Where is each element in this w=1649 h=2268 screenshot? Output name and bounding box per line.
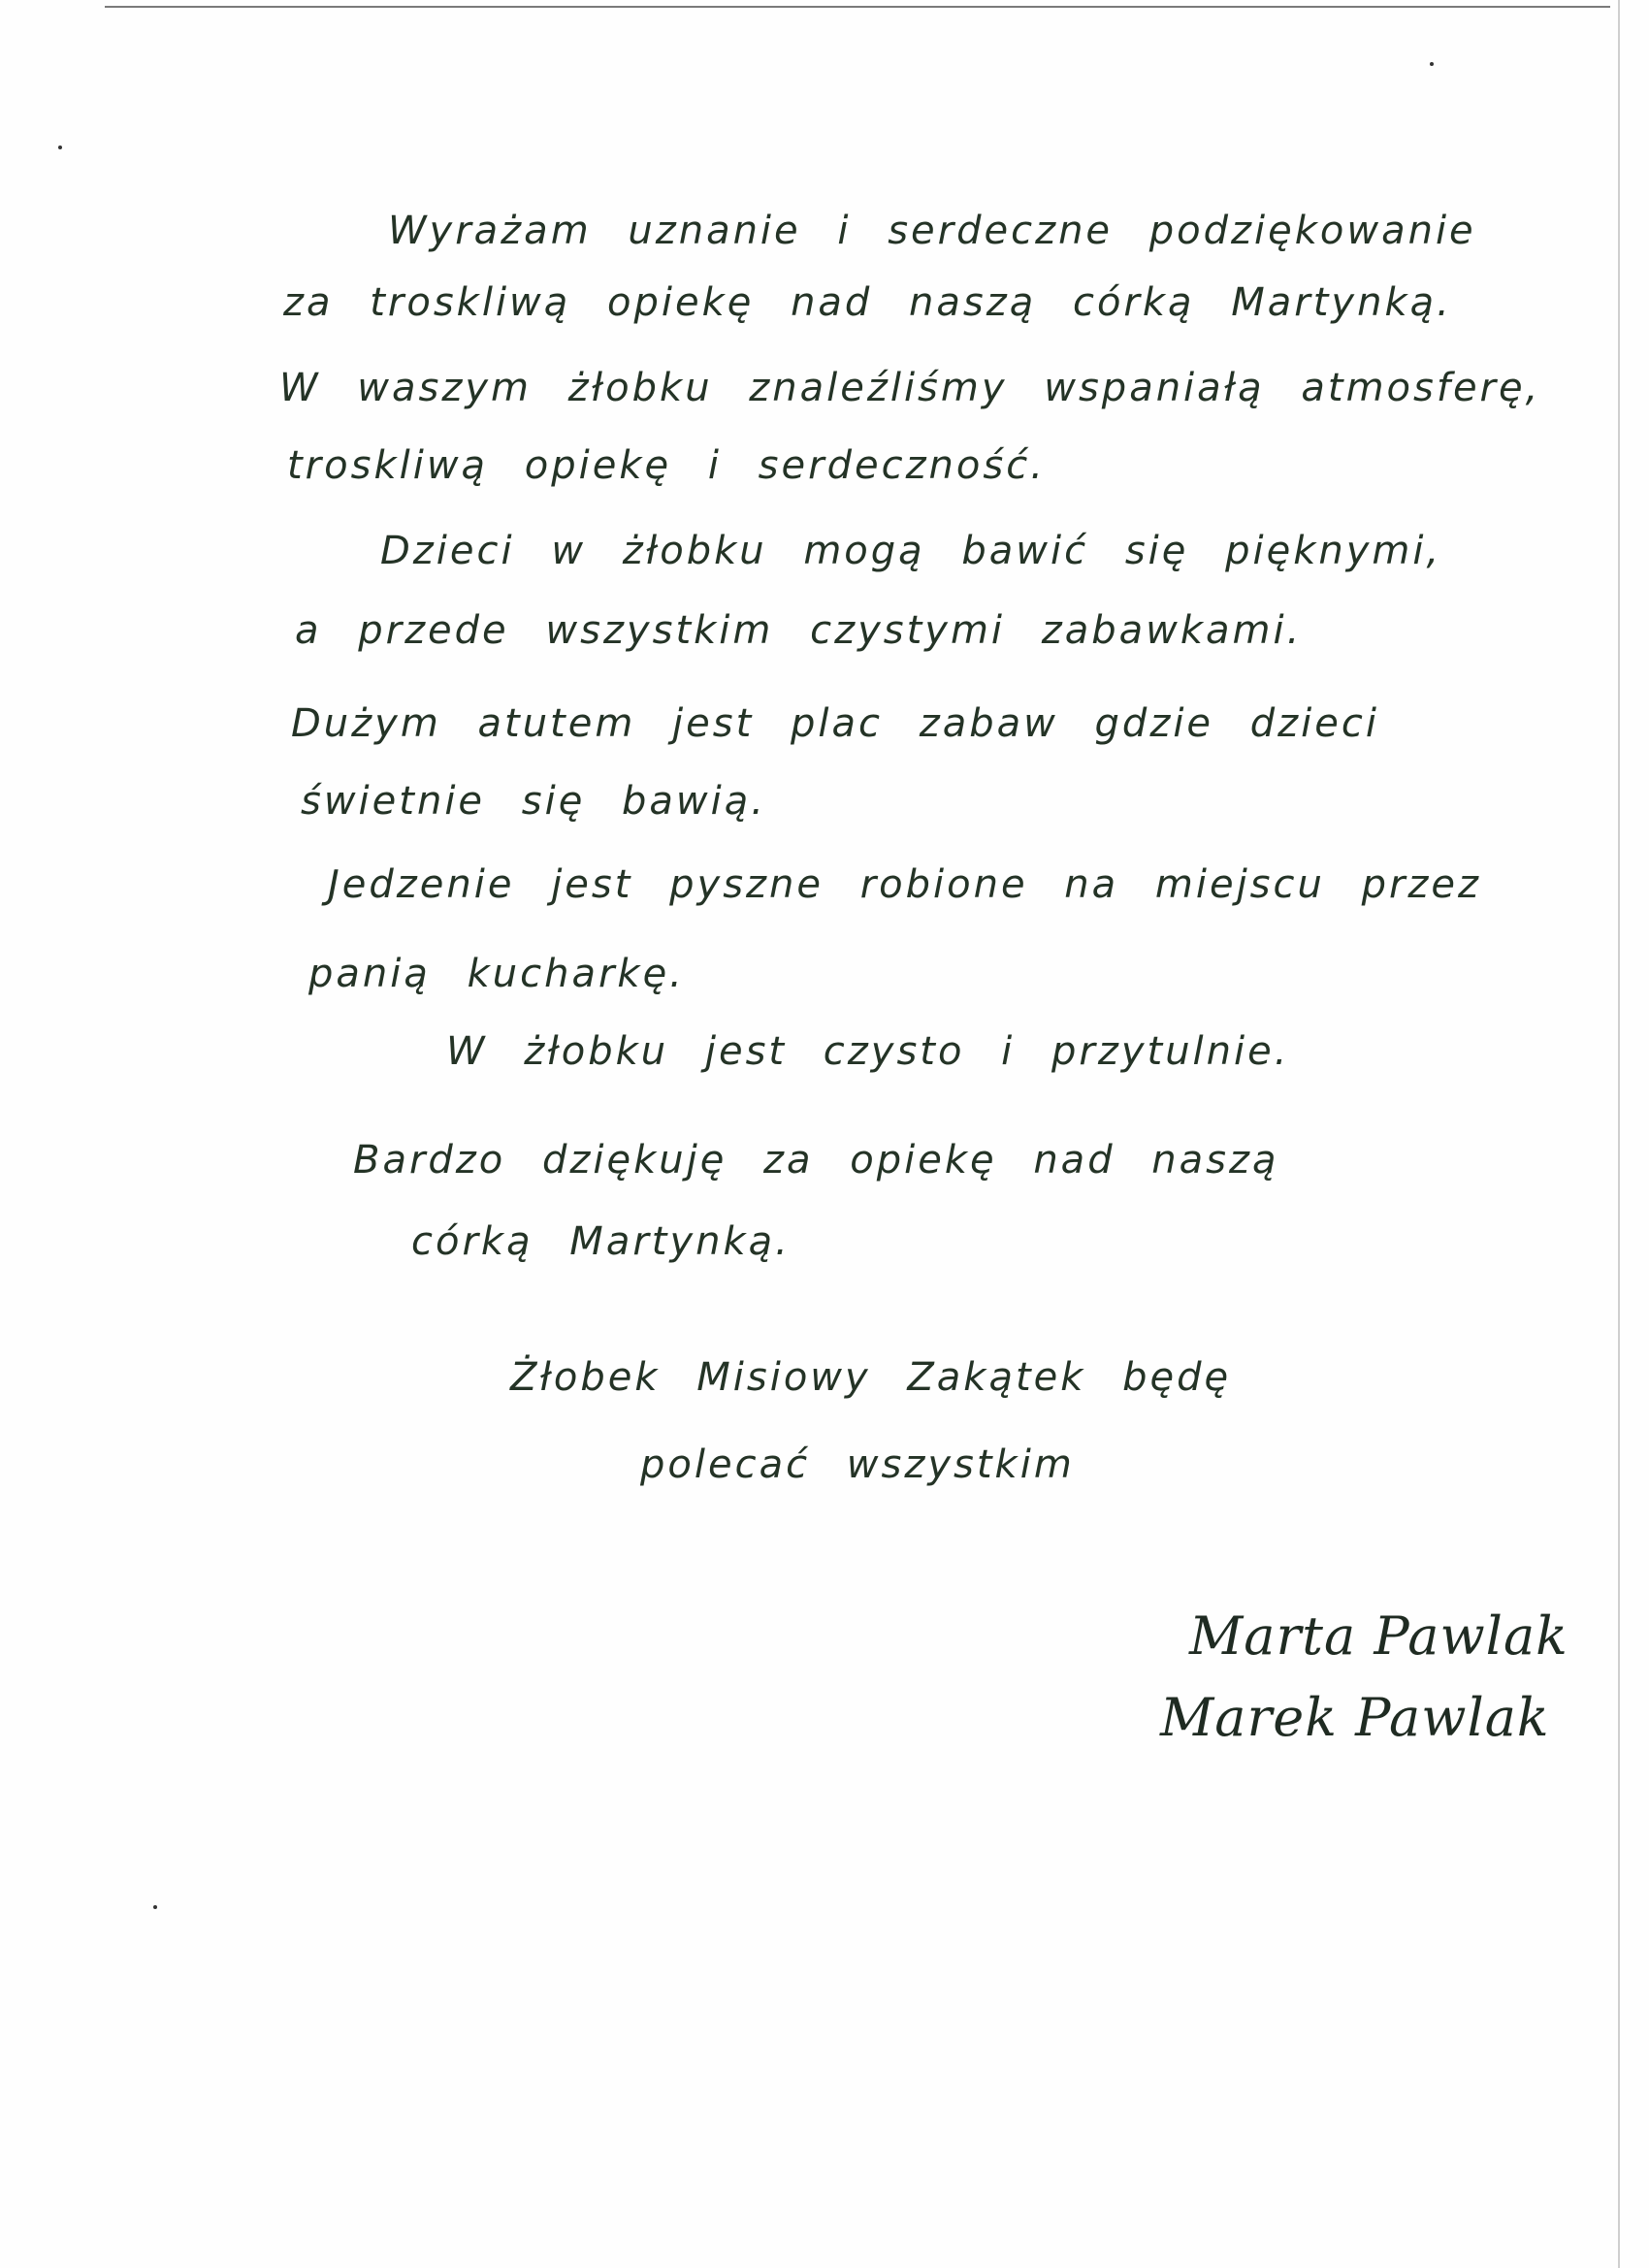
- letter-line: Dużym atutem jest plac zabaw gdzie dzieci: [291, 701, 1379, 746]
- letter-line: świetnie się bawią.: [301, 779, 766, 824]
- letter-line: polecać wszystkim: [640, 1442, 1075, 1487]
- letter-line: a przede wszystkim czystymi zabawkami.: [295, 608, 1303, 653]
- letter-line: Żłobek Misiowy Zakątek będę: [510, 1355, 1232, 1400]
- letter-line: Jedzenie jest pyszne robione na miejscu przez: [328, 862, 1482, 907]
- letter-line: troskliwą opiekę i serdeczność.: [287, 443, 1046, 488]
- letter-line: Dzieci w żłobku mogą bawić się pięknymi,: [380, 529, 1442, 573]
- letter-line: Bardzo dziękuję za opiekę nad naszą: [353, 1138, 1279, 1183]
- letter-line: panią kucharkę.: [308, 952, 685, 996]
- letter-line: W żłobku jest czysto i przytulnie.: [446, 1029, 1290, 1074]
- signature-first: Marta Pawlak: [1189, 1605, 1568, 1667]
- letter-line: córką Martynką.: [411, 1219, 791, 1264]
- signature-second: Marek Pawlak: [1160, 1687, 1550, 1748]
- letter-line: Wyrażam uznanie i serdeczne podziękowanie: [388, 209, 1476, 253]
- letter-line: za troskliwą opiekę nad naszą córką Martynką.: [283, 280, 1452, 325]
- letter-line: W waszym żłobku znaleźliśmy wspaniałą atmosferę,: [279, 366, 1541, 410]
